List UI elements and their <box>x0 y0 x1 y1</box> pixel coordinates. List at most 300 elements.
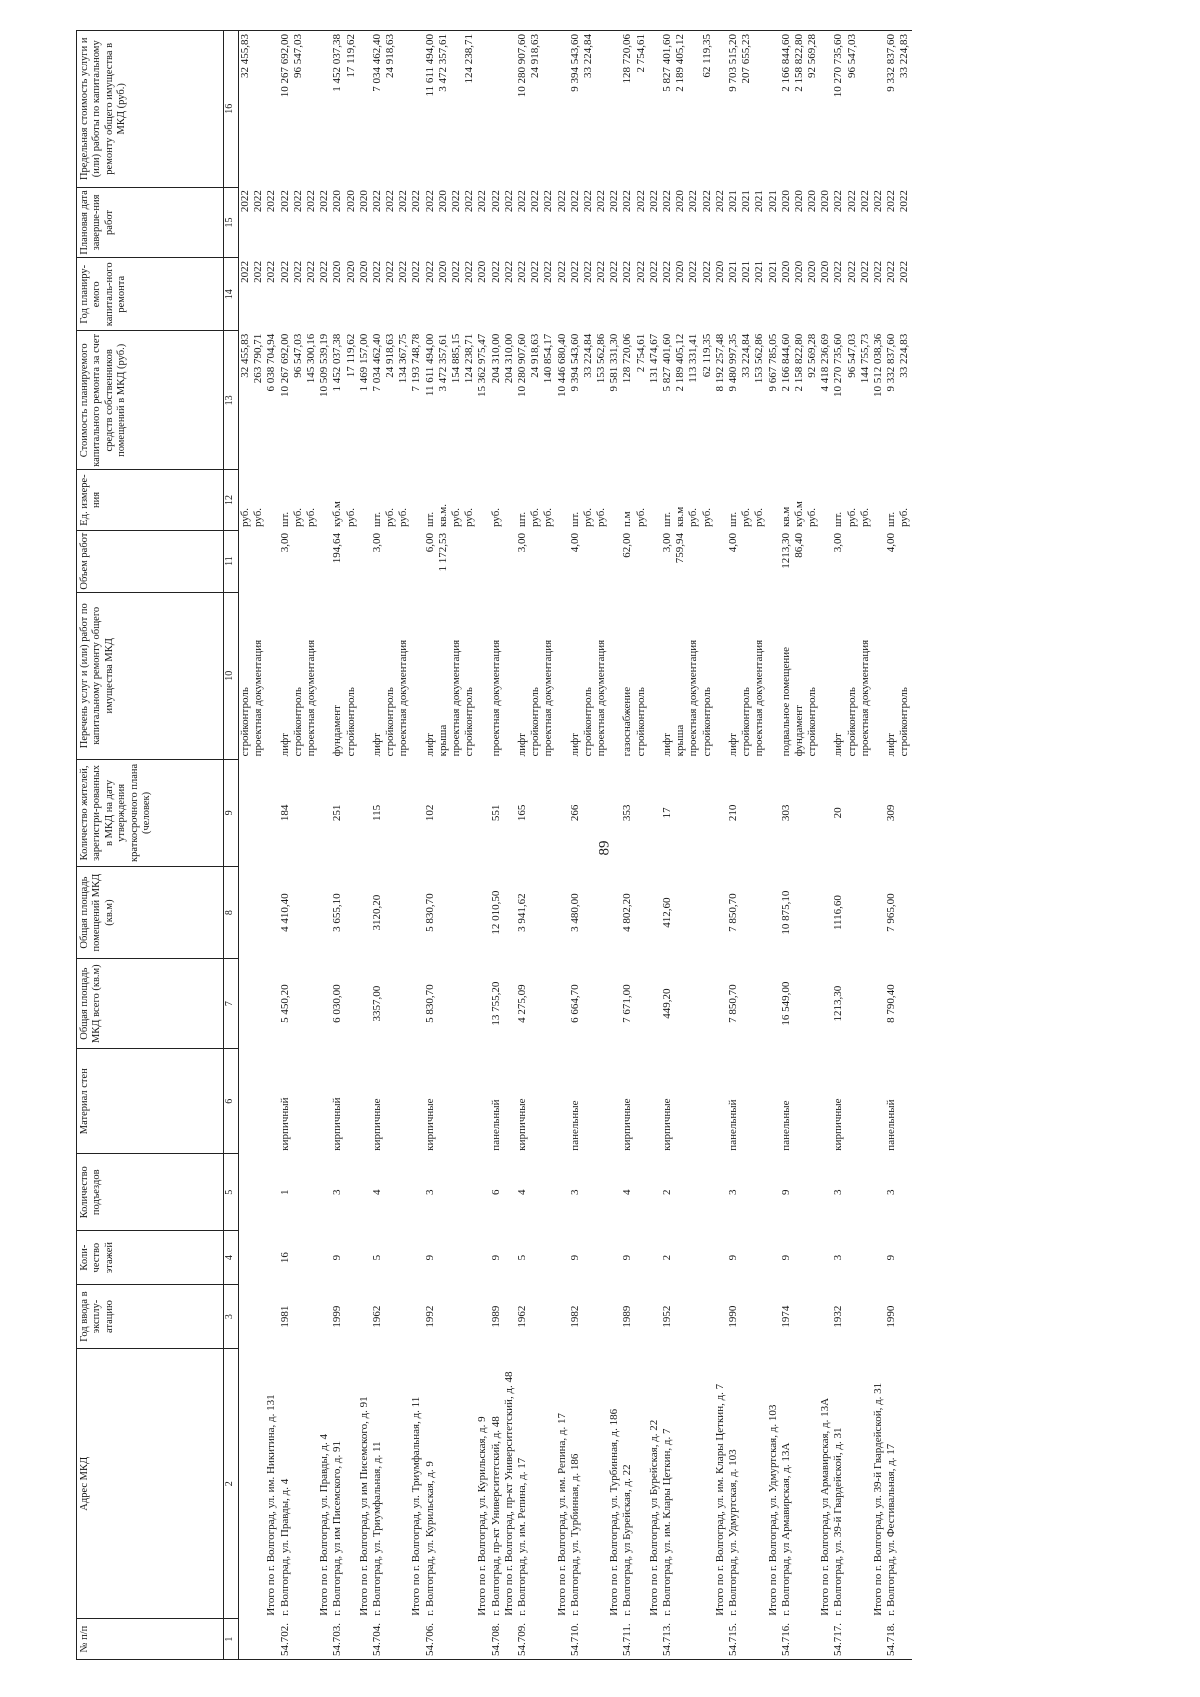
cell-unit: руб. <box>753 507 766 528</box>
cell-year <box>714 1284 727 1348</box>
cell-dt: 2022 <box>397 190 410 213</box>
cell-work: проектная документация <box>595 639 608 757</box>
cell-tot <box>345 959 358 1049</box>
cell-pl: 2021 <box>726 260 739 283</box>
cell-no <box>582 1619 595 1660</box>
cell-res <box>767 759 780 866</box>
cell-year <box>503 1284 516 1348</box>
cell-vol <box>767 530 780 592</box>
cell-no <box>674 1619 687 1660</box>
cell-addr <box>859 1349 872 1619</box>
cell-dt: 2022 <box>542 190 555 213</box>
table-row <box>516 31 529 1660</box>
cell-addr: Итого по г. Волгоград, ул Бурейская, д. 22 <box>647 1419 660 1616</box>
cell-res <box>819 759 832 866</box>
cell-tot <box>556 959 569 1049</box>
column-number: 8 <box>224 867 239 959</box>
cell-liv <box>358 867 371 959</box>
cell-unit: руб. <box>845 507 858 528</box>
cell-ent <box>582 1154 595 1231</box>
cell-dt: 2022 <box>595 190 608 213</box>
cell-res <box>740 759 753 866</box>
cell-mat: панельный <box>726 1099 739 1151</box>
cell-addr: г. Волгоград, ул. Триумфальная, д. 11 <box>370 1441 383 1616</box>
cell-no <box>384 1619 397 1660</box>
cell-cost: 62 119,35 <box>700 333 713 378</box>
cell-mat <box>898 1049 911 1154</box>
cell-no <box>846 1619 859 1660</box>
column-header: Общая площадь МКД всего (кв.м) <box>77 959 224 1049</box>
cell-dt: 2022 <box>858 190 871 213</box>
cell-tot <box>305 959 318 1049</box>
cell-pl: 2021 <box>753 260 766 283</box>
table-row <box>780 31 793 1660</box>
table-row <box>872 31 885 1660</box>
table-row <box>239 31 253 1660</box>
column-number: 3 <box>224 1284 239 1348</box>
cell-pl: 2020 <box>344 260 357 283</box>
cell-year <box>793 1284 806 1348</box>
cell-floors <box>318 1231 331 1285</box>
table-row <box>582 31 595 1660</box>
cell-ent <box>384 1154 397 1231</box>
cell-mat: кирпичные <box>661 1098 673 1151</box>
cell-dt: 2020 <box>436 190 449 213</box>
cell-unit: шт. <box>568 511 581 528</box>
cell-addr <box>239 1349 253 1619</box>
cell-work <box>358 592 371 759</box>
cell-limit <box>358 31 371 188</box>
cell-liv <box>397 867 410 959</box>
cell-vol: 194,64 <box>331 533 344 564</box>
cell-cost: 8 192 257,48 <box>713 333 726 392</box>
cell-floors <box>397 1231 410 1285</box>
cell-unit: руб. <box>489 507 502 528</box>
cell-addr <box>384 1349 397 1619</box>
cell-pl: 2022 <box>634 260 647 283</box>
column-header: Год ввода в эксплу-атацию <box>77 1284 224 1348</box>
cell-cost: 6 038 704,94 <box>265 333 278 392</box>
cell-tot <box>714 959 727 1049</box>
cell-floors <box>463 1231 476 1285</box>
table-row <box>397 31 410 1660</box>
cell-liv <box>410 867 423 959</box>
cell-dt: 2022 <box>832 190 845 213</box>
cell-dt: 2022 <box>515 190 528 213</box>
cell-liv: 5 830,70 <box>423 893 436 932</box>
cell-res: 165 <box>515 804 528 822</box>
cell-liv: 412,60 <box>661 897 673 928</box>
cell-pl: 2022 <box>529 260 542 283</box>
cell-tot: 5 830,70 <box>423 984 436 1023</box>
cell-mat <box>450 1049 463 1154</box>
cell-tot: 3357,00 <box>370 985 383 1022</box>
cell-no <box>450 1619 463 1660</box>
cell-limit: 62 119,35 <box>701 31 714 188</box>
cell-ent <box>305 1154 318 1231</box>
table-row <box>793 31 806 1660</box>
cell-dt: 2022 <box>555 190 568 213</box>
cell-mat <box>384 1049 397 1154</box>
cell-tot <box>753 959 766 1049</box>
cell-year <box>384 1284 397 1348</box>
cell-no: 54.710. <box>569 1619 582 1660</box>
cell-vol <box>529 530 542 592</box>
cell-floors <box>635 1231 648 1285</box>
cell-liv <box>806 867 819 959</box>
cell-ent <box>503 1154 516 1231</box>
cell-work: подвальное помещение <box>779 646 792 757</box>
cell-liv: 7 850,70 <box>726 893 739 932</box>
cell-limit <box>450 31 463 188</box>
cell-liv: 3 480,00 <box>568 893 581 932</box>
cell-limit: 128 720,06 <box>621 31 634 188</box>
cell-year <box>252 1284 265 1348</box>
cell-no <box>265 1619 278 1660</box>
column-header: Общая площадь помещений МКД (кв.м) <box>77 867 224 959</box>
cell-unit: кв.м <box>674 506 687 528</box>
cell-cost: 124 238,71 <box>463 333 476 384</box>
cell-tot: 1213,30 <box>832 985 845 1022</box>
cell-vol: 86,40 <box>792 533 805 558</box>
cell-dt: 2022 <box>304 190 317 213</box>
cell-vol <box>701 530 714 592</box>
cell-mat: кирпичные <box>423 1098 436 1151</box>
cell-floors: 16 <box>278 1252 291 1264</box>
cell-dt: 2022 <box>608 190 621 213</box>
cell-pl: 2022 <box>647 260 660 283</box>
cell-vol <box>819 530 832 592</box>
cell-dt: 2022 <box>872 190 884 213</box>
cell-liv <box>556 867 569 959</box>
cell-vol: 1 172,53 <box>436 533 449 572</box>
cell-ent <box>358 1154 371 1231</box>
cell-res <box>898 759 911 866</box>
cell-ent <box>318 1154 331 1231</box>
cell-floors: 9 <box>568 1254 581 1261</box>
cell-liv: 1116,60 <box>832 895 845 931</box>
cell-floors <box>687 1231 700 1285</box>
cell-year <box>595 1284 608 1348</box>
cell-mat <box>872 1049 885 1154</box>
cell-work: стройконтроль <box>806 687 819 757</box>
table-row <box>371 31 384 1660</box>
cell-floors <box>556 1231 569 1285</box>
cell-floors <box>740 1231 753 1285</box>
cell-mat <box>753 1049 766 1154</box>
cell-work: стройконтроль <box>845 687 858 757</box>
cell-tot <box>767 959 780 1049</box>
table-row <box>318 31 331 1660</box>
cell-year: 1999 <box>331 1305 344 1328</box>
cell-unit <box>410 470 423 530</box>
cell-cost: 144 755,73 <box>858 333 871 384</box>
cell-unit: руб. <box>450 507 462 528</box>
cell-work: стройконтроль <box>291 687 304 757</box>
cell-pl: 2022 <box>885 260 898 283</box>
cell-vol: 4,00 <box>885 533 898 553</box>
cell-mat <box>635 1049 648 1154</box>
cell-no <box>463 1619 476 1660</box>
cell-tot: 16 549,00 <box>779 981 792 1026</box>
cell-mat <box>793 1049 806 1154</box>
table-row <box>252 31 265 1660</box>
cell-unit: шт. <box>423 511 436 528</box>
cell-tot <box>437 959 450 1049</box>
cell-pl: 2022 <box>898 260 911 283</box>
cell-res <box>556 759 569 866</box>
cell-floors: 2 <box>661 1254 673 1261</box>
cell-work <box>872 592 885 759</box>
column-number: 13 <box>224 331 239 470</box>
cell-cost: 11 611 494,00 <box>423 333 436 397</box>
cell-floors: 3 <box>832 1254 845 1261</box>
cell-vol <box>872 530 885 592</box>
cell-floors <box>437 1231 450 1285</box>
cell-ent <box>648 1154 661 1231</box>
cell-cost: 10 512 038,36 <box>872 333 884 397</box>
cell-unit <box>714 470 727 530</box>
column-number: 4 <box>224 1231 239 1285</box>
cell-work: фундамент <box>331 705 344 757</box>
cell-no <box>793 1619 806 1660</box>
cell-liv <box>714 867 727 959</box>
cell-work: проектная документация <box>489 639 502 757</box>
cell-cost: 17 119,62 <box>344 333 357 378</box>
cell-res <box>806 759 819 866</box>
cell-addr: г. Волгоград, ул. им. Репина, д. 17 <box>515 1457 528 1616</box>
cell-mat: кирпичный <box>278 1097 291 1151</box>
cell-floors <box>595 1231 608 1285</box>
cell-no <box>767 1619 780 1660</box>
cell-vol <box>859 530 872 592</box>
cell-unit <box>556 470 569 530</box>
cell-unit: руб. <box>858 507 871 528</box>
cell-limit <box>595 31 608 188</box>
cell-year: 1962 <box>370 1305 383 1328</box>
cell-year <box>437 1284 450 1348</box>
cell-limit: 92 569,28 <box>806 31 819 188</box>
cell-limit: 96 547,03 <box>292 31 305 188</box>
cell-cost: 33 224,84 <box>740 333 753 378</box>
cell-ent: 3 <box>726 1189 739 1196</box>
cell-work: стройконтроль <box>898 687 911 757</box>
cell-mat <box>714 1049 727 1154</box>
cell-vol <box>595 530 608 592</box>
page-number: 89 <box>596 840 613 856</box>
cell-liv <box>305 867 318 959</box>
cell-cost: 140 854,17 <box>542 333 555 384</box>
cell-res: 309 <box>885 804 898 822</box>
cell-vol: 3,00 <box>832 533 845 553</box>
cell-vol <box>397 530 410 592</box>
cell-liv <box>450 867 463 959</box>
cell-work <box>648 592 661 759</box>
cell-mat <box>239 1049 253 1154</box>
cell-mat <box>806 1049 819 1154</box>
column-header: Адрес МКД <box>77 1349 224 1619</box>
cell-dt: 2022 <box>450 190 462 213</box>
cell-floors: 9 <box>779 1254 792 1261</box>
cell-ent <box>608 1154 621 1231</box>
cell-pl: 2022 <box>318 260 331 283</box>
cell-addr: г. Волгоград, ул. Правды, д. 4 <box>278 1478 291 1616</box>
cell-year <box>358 1284 371 1348</box>
cell-tot <box>819 959 832 1049</box>
cell-pl: 2020 <box>357 260 370 283</box>
column-number: 7 <box>224 959 239 1049</box>
cell-ent <box>476 1154 489 1231</box>
cell-unit: куб.м <box>331 501 344 528</box>
cell-unit <box>648 470 661 530</box>
cell-ent <box>529 1154 542 1231</box>
cell-addr: Итого по г. Волгоград, ул им Писемского, д. 91 <box>357 1396 370 1616</box>
cell-ent: 3 <box>885 1189 898 1196</box>
cell-work: фундамент <box>792 705 805 757</box>
cell-pl: 2022 <box>265 260 278 283</box>
cell-res <box>265 759 278 866</box>
column-header: № п/п <box>77 1619 224 1660</box>
cell-mat <box>463 1049 476 1154</box>
cell-cost: 7 034 462,40 <box>370 333 383 392</box>
cell-dt: 2020 <box>674 190 687 213</box>
cell-res <box>635 759 648 866</box>
cell-res <box>397 759 410 866</box>
cell-liv <box>252 867 265 959</box>
cell-pl: 2022 <box>252 260 265 283</box>
column-header: Предельная стоимость услуги и (или) работы по капитальному ремонту общего имущества в МКД (руб.) <box>77 31 224 188</box>
cell-pl: 2022 <box>450 260 462 283</box>
cell-no <box>608 1619 621 1660</box>
cell-liv <box>595 867 608 959</box>
cell-year <box>846 1284 859 1348</box>
cell-liv <box>819 867 832 959</box>
table-row <box>490 31 503 1660</box>
table-row <box>569 31 582 1660</box>
cell-cost: 1 469 157,00 <box>357 333 370 392</box>
cell-cost: 5 827 401,60 <box>661 333 673 392</box>
cell-limit: 207 655,23 <box>740 31 753 188</box>
cell-limit <box>819 31 832 188</box>
cell-no: 54.703. <box>331 1619 344 1660</box>
cell-limit <box>556 31 569 188</box>
cell-pl: 2022 <box>608 260 621 283</box>
cell-mat: кирпичные <box>370 1098 383 1151</box>
cell-mat <box>819 1049 832 1154</box>
cell-ent: 3 <box>331 1189 344 1196</box>
cell-dt: 2022 <box>502 190 515 213</box>
cell-limit: 24 918,63 <box>529 31 542 188</box>
cell-addr: Итого по г. Волгоград, ул. Курильская, д. 9 <box>476 1416 489 1616</box>
cell-res: 266 <box>568 804 581 822</box>
cell-work <box>819 592 832 759</box>
cell-limit: 11 611 494,00 <box>424 31 437 188</box>
cell-work: лифт <box>726 733 739 757</box>
cell-limit <box>305 31 318 188</box>
cell-dt: 2022 <box>687 190 700 213</box>
cell-limit: 9 703 515,20 <box>727 31 740 188</box>
cell-ent <box>635 1154 648 1231</box>
cell-floors: 9 <box>331 1254 344 1261</box>
cell-cost: 24 918,63 <box>384 333 397 378</box>
cell-liv <box>635 867 648 959</box>
cell-floors <box>714 1231 727 1285</box>
column-header: Перечень услуг и (или) работ по капитальному ремонту общего имущества МКД <box>77 592 224 759</box>
cell-liv <box>292 867 305 959</box>
cell-res <box>384 759 397 866</box>
cell-ent <box>252 1154 265 1231</box>
cell-no <box>437 1619 450 1660</box>
cell-limit: 1 452 037,38 <box>331 31 344 188</box>
cell-no <box>503 1619 516 1660</box>
cell-floors <box>701 1231 714 1285</box>
cell-mat: кирпичные <box>832 1098 845 1151</box>
cell-unit: руб. <box>463 507 476 528</box>
cell-addr: Итого по г. Волгоград, пр-кт Университетский, д. 48 <box>502 1371 515 1616</box>
cell-liv <box>437 867 450 959</box>
cell-mat: кирпичные <box>621 1098 634 1151</box>
cell-year <box>410 1284 423 1348</box>
cell-cost: 2 754,61 <box>634 333 647 373</box>
cell-floors <box>358 1231 371 1285</box>
cell-vol <box>542 530 555 592</box>
cell-no <box>252 1619 265 1660</box>
cell-addr <box>542 1349 555 1619</box>
cell-tot <box>582 959 595 1049</box>
cell-limit: 5 827 401,60 <box>661 31 674 188</box>
cell-liv <box>239 867 253 959</box>
cell-vol: 4,00 <box>726 533 739 553</box>
cell-dt: 2022 <box>239 190 251 213</box>
cell-ent: 9 <box>779 1189 792 1196</box>
column-number: 12 <box>224 470 239 530</box>
cell-mat <box>345 1049 358 1154</box>
cell-no <box>635 1619 648 1660</box>
cell-dt: 2020 <box>357 190 370 213</box>
cell-tot <box>384 959 397 1049</box>
cell-cost: 9 394 543,60 <box>568 333 581 392</box>
cell-addr: г. Волгоград, ул Армавирская, д. 13А <box>779 1442 792 1616</box>
cell-liv <box>701 867 714 959</box>
cell-dt: 2022 <box>252 190 265 213</box>
cell-res <box>239 759 253 866</box>
cell-vol <box>239 530 253 592</box>
cell-year: 1989 <box>621 1305 634 1328</box>
cell-addr: Итого по г. Волгоград, ул. им. Репина, д. 17 <box>555 1413 568 1616</box>
cell-year <box>701 1284 714 1348</box>
cell-dt: 2022 <box>476 190 489 213</box>
cell-cost: 128 720,06 <box>621 333 634 384</box>
cell-pl: 2022 <box>858 260 871 283</box>
column-header: Объем работ <box>77 530 224 592</box>
table-row <box>410 31 423 1660</box>
cell-mat <box>674 1049 687 1154</box>
cell-limit: 10 280 907,60 <box>516 31 529 188</box>
cell-cost: 3 472 357,61 <box>436 333 449 392</box>
cell-pl: 2022 <box>515 260 528 283</box>
cell-work: проектная документация <box>397 639 410 757</box>
cell-unit: руб. <box>542 507 555 528</box>
cell-year <box>753 1284 766 1348</box>
cell-dt: 2022 <box>713 190 726 213</box>
cell-floors <box>410 1231 423 1285</box>
cell-limit: 96 547,03 <box>846 31 859 188</box>
cell-work: крыша <box>674 724 687 757</box>
cell-tot <box>595 959 608 1049</box>
cell-cost: 145 300,16 <box>304 333 317 384</box>
cell-unit: шт. <box>885 511 898 528</box>
cell-res: 17 <box>661 807 673 819</box>
